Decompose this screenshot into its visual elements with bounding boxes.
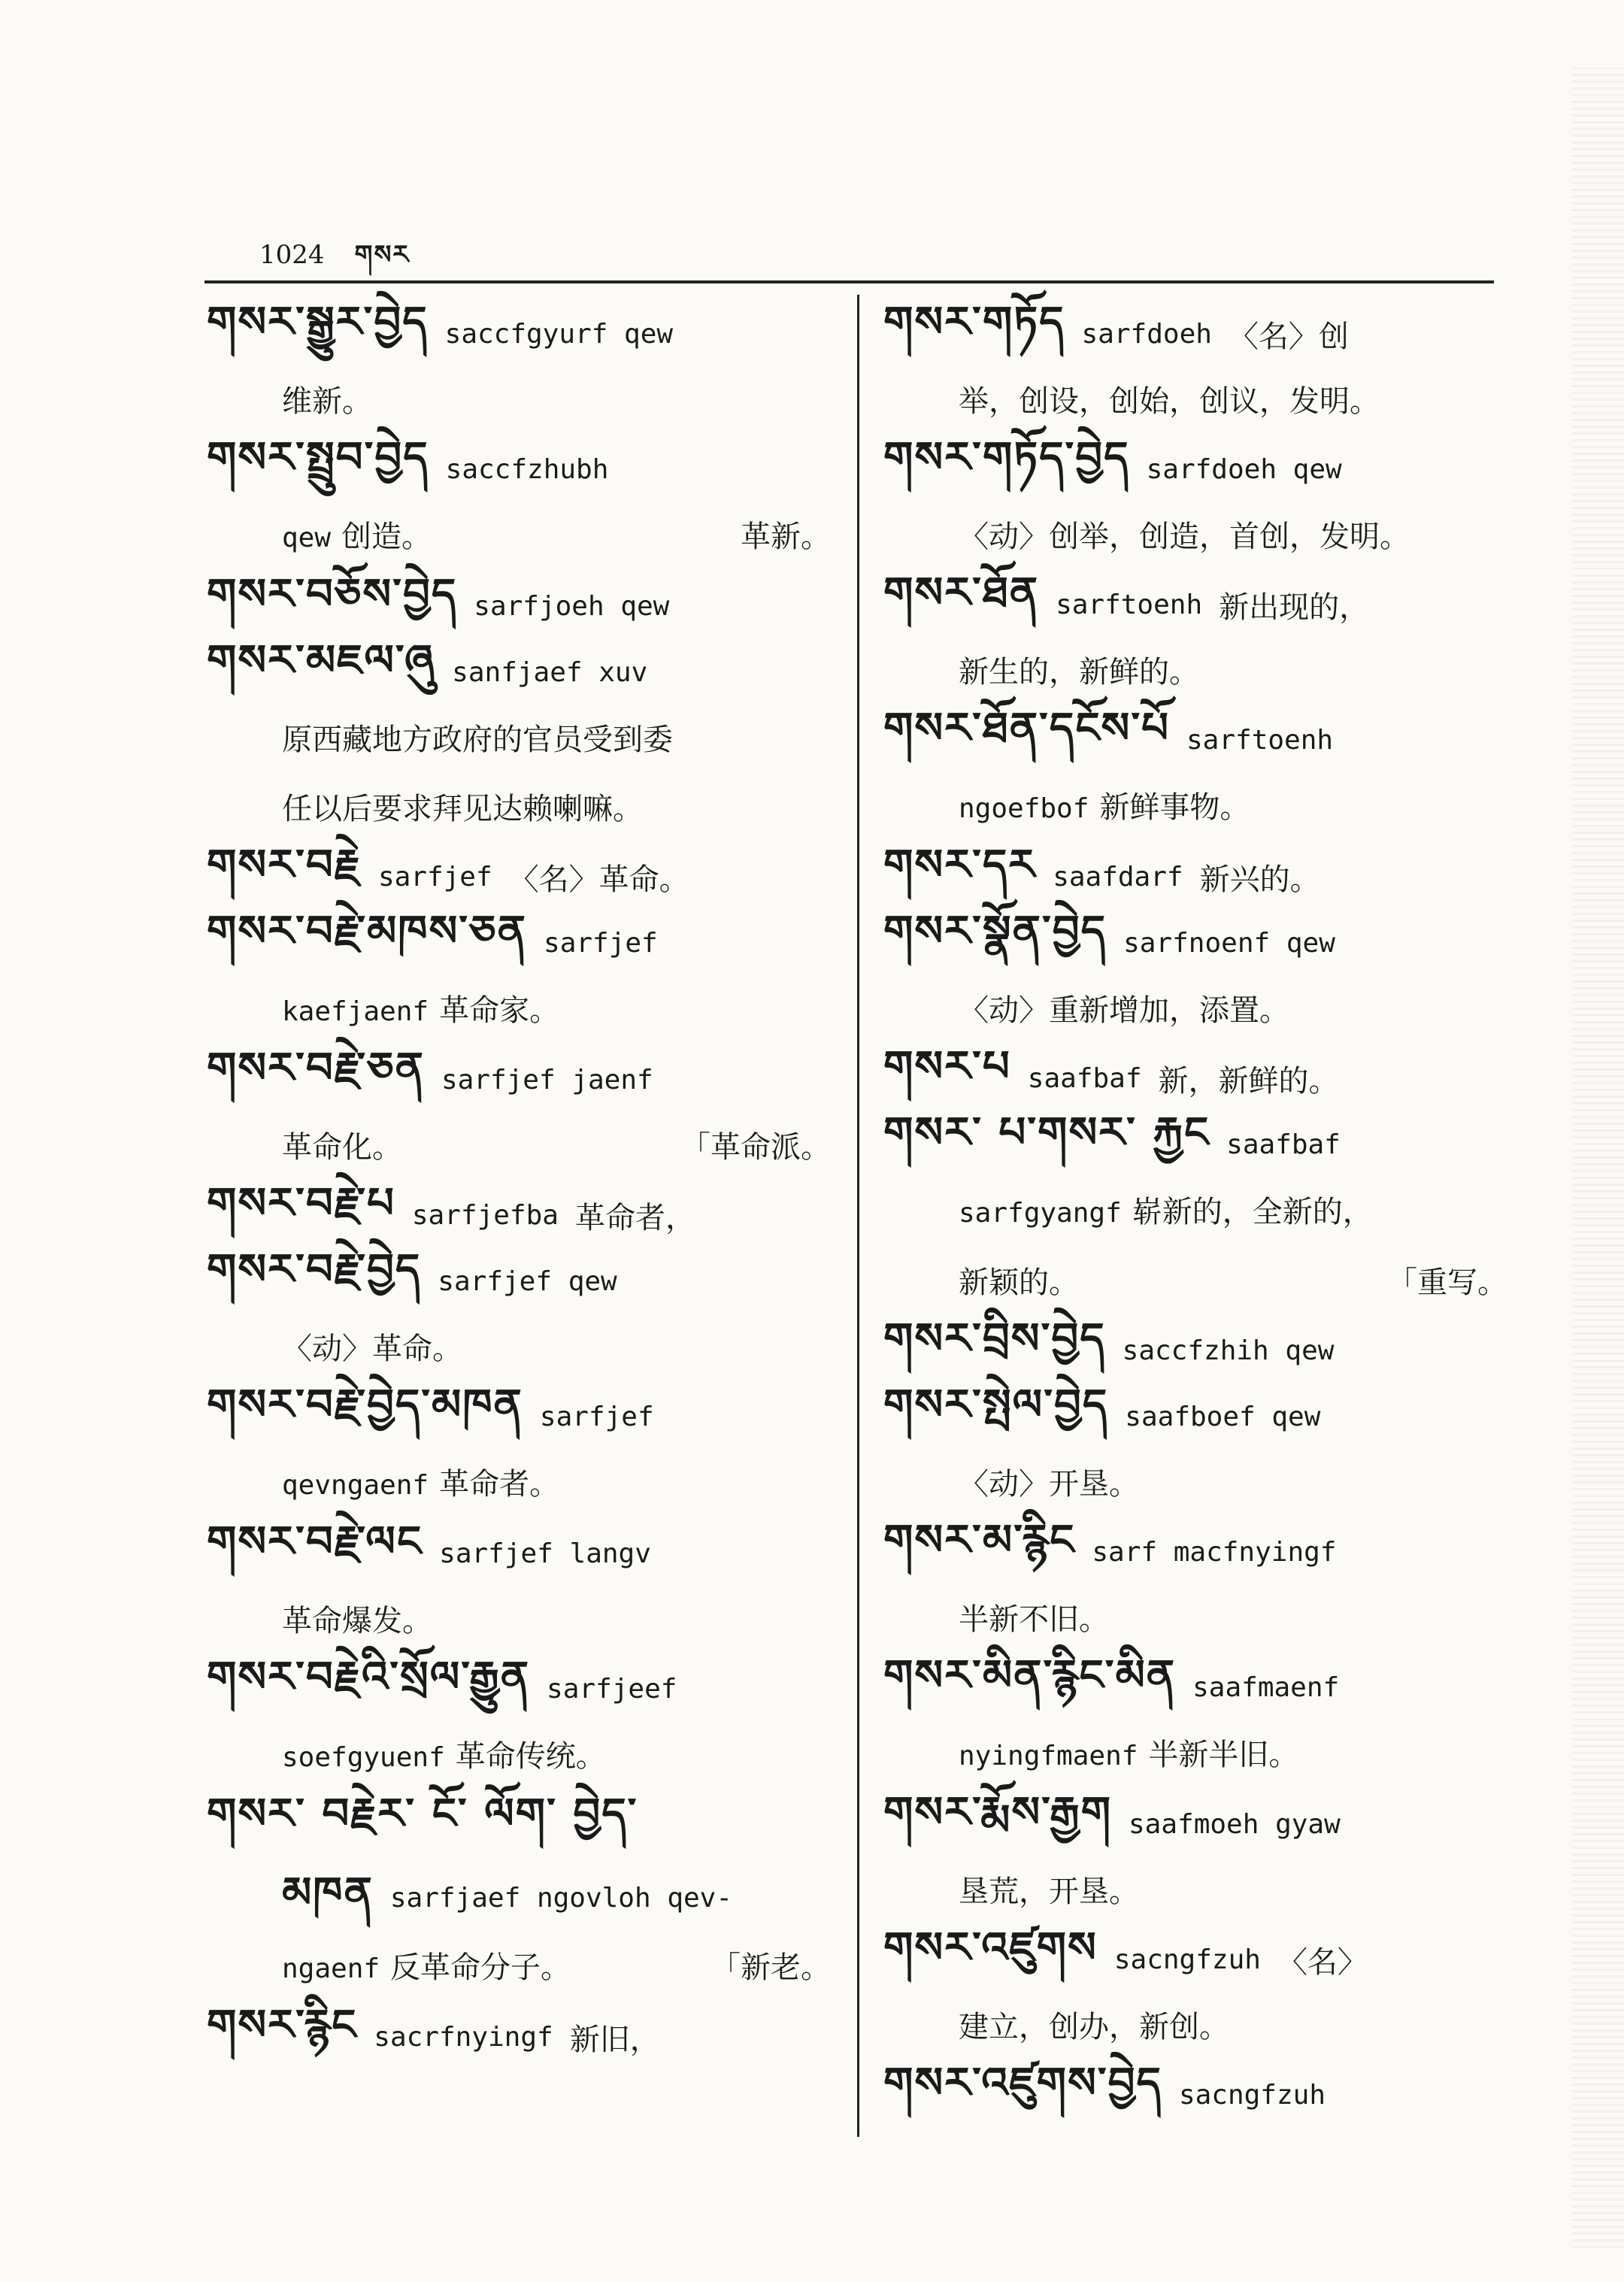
chinese-gloss: 新生的，新鲜的。 (959, 655, 1199, 689)
chinese-gloss: 举，创设，创始，创议，发明。 (959, 384, 1380, 419)
tibetan-headword: གསར་གཏོད (883, 298, 1065, 347)
chinese-gloss: 革命传统。 (455, 1739, 606, 1774)
chinese-gloss: 新鲜事物。 (1099, 790, 1250, 825)
romanization: kaefjaenf (282, 996, 429, 1027)
headword-line (883, 1516, 1507, 1585)
headword-line (883, 1788, 1507, 1857)
dictionary-entry (207, 1790, 831, 2004)
tibetan-headword: གསར་མིན་རྙིང་མིན (883, 1651, 1177, 1700)
romanization: sarfdoeh (1081, 318, 1212, 350)
headword-line (207, 1653, 831, 1722)
tibetan-headword: གསར་སྤེལ་བྱེད (883, 1380, 1109, 1429)
romanization: ngaenf (282, 1953, 380, 1984)
tibetan-headword: གསར་བརྗེ (207, 841, 362, 889)
trailing-gloss: 「重写。 (1387, 1265, 1507, 1300)
chinese-gloss: 建立，创办，新创。 (959, 2010, 1229, 2044)
tibetan-headword: གསར་བརྗེ་མཁས་ཅན (207, 907, 528, 956)
headword-line (883, 704, 1507, 773)
chinese-gloss: 垦荒，开垦。 (959, 1874, 1139, 1909)
headword-line (207, 636, 831, 705)
headword-line (207, 298, 831, 367)
romanization: sanfjaef xuv (452, 656, 648, 688)
romanization: sarfgyangf (959, 1198, 1122, 1229)
tibetan-headword: གསར་བརྗེ་བྱེད་མཁན (207, 1380, 523, 1429)
chinese-gloss: 半新不旧。 (959, 1602, 1109, 1637)
chinese-gloss: 〈动〉创举，创造，首创，发明。 (959, 520, 1410, 554)
headword-line (207, 1790, 831, 1859)
chinese-gloss: 〈名〉革命。 (508, 862, 689, 897)
tibetan-headword: གསར་འཛུགས་བྱེད (883, 2059, 1162, 2108)
chinese-gloss: 革命爆发。 (282, 1604, 432, 1638)
tibetan-headword: གསར་སྒྱུར་བྱེད (207, 298, 429, 347)
romanization: sarfjef jaenf (441, 1064, 653, 1096)
headword-line (883, 1651, 1507, 1720)
chinese-gloss: 革命家。 (439, 993, 560, 1028)
romanization: sarf macfnyingf (1092, 1536, 1337, 1568)
tibetan-headword: གསར་བརྗེའི་སྲོལ་རྒྱུན (207, 1653, 531, 1702)
chinese-gloss: 〈名〉创 (1228, 319, 1349, 354)
dictionary-entry (883, 1108, 1507, 1317)
chinese-gloss: 〈动〉重新增加，添置。 (959, 993, 1289, 1028)
tibetan-headword: གསར་པ (883, 1042, 1011, 1091)
romanization: qew (282, 523, 332, 553)
headword-line (883, 1108, 1507, 1177)
romanization: sarfjef (377, 861, 492, 892)
chinese-gloss: 新出现的， (1219, 589, 1370, 625)
page-edge-shadow (1571, 68, 1624, 2248)
chinese-gloss: 〈动〉革命。 (282, 1332, 462, 1366)
romanization: sacngfzuh (1113, 1944, 1261, 1975)
tibetan-headword: གསར་མཇལ་ཞུ (207, 636, 436, 685)
tibetan-headword: གསར་ བརྗེར་ ངོ་ ལོག་ བྱེད་ (207, 1790, 638, 1838)
headword-line (207, 1245, 831, 1314)
tibetan-headword: གསར་འཛུགས (883, 1923, 1098, 1972)
romanization: saafmaenf (1192, 1671, 1340, 1703)
romanization: saccfzhubh (445, 453, 609, 485)
tibetan-headword: གསར་དར (883, 841, 1037, 889)
romanization: ngoefbof (959, 793, 1089, 824)
romanization: sarfjefba (411, 1199, 559, 1231)
chinese-gloss: 原西藏地方政府的官员受到委 (282, 723, 673, 757)
chinese-gloss: 反革命分子。 (390, 1950, 571, 1985)
romanization: sarfjaef ngovloh qev- (389, 1883, 733, 1914)
romanization: sarfjef (539, 1401, 654, 1432)
tibetan-headword: གསར་བརྗེ་ཅན (207, 1044, 425, 1093)
chinese-gloss: 维新。 (282, 384, 372, 419)
column-divider (857, 295, 859, 2137)
chinese-gloss: 新兴的。 (1199, 862, 1320, 897)
romanization: sacngfzuh (1178, 2079, 1326, 2111)
romanization: sarfjef (544, 927, 658, 959)
headword-line (883, 907, 1507, 976)
romanization: saafbaf (1226, 1129, 1341, 1160)
chinese-gloss: 革命者， (574, 1200, 695, 1235)
headword-line (207, 433, 831, 502)
right-column (883, 298, 1507, 2128)
continuation-line (883, 1177, 1507, 1248)
tibetan-headword: མཁན (282, 1868, 374, 1917)
chinese-gloss: 〈名〉 (1277, 1944, 1368, 1980)
tibetan-headword: གསར་སྣོན་བྱེད (883, 907, 1107, 956)
tibetan-headword: གསར་བརྗེ་བྱེད (207, 1245, 422, 1294)
tibetan-headword: གསར་བྲིས་བྱེད (883, 1314, 1106, 1363)
romanization: sarfjoeh qew (474, 590, 670, 622)
continuation-line (207, 705, 831, 774)
romanization: sarfjef langv (439, 1538, 651, 1569)
headword-line (207, 1380, 831, 1450)
trailing-gloss: 革新。 (741, 520, 831, 554)
romanization: saafmoeh gyaw (1129, 1808, 1341, 1840)
headword-line (207, 907, 831, 976)
headword-line (883, 1923, 1507, 1993)
dictionary-entry (883, 2059, 1507, 2128)
tibetan-headword: གསར་གཏོད་བྱེད (883, 433, 1130, 482)
headword-line (207, 1044, 831, 1113)
chinese-gloss: 〈动〉开垦。 (959, 1467, 1139, 1502)
romanization: saafboef qew (1125, 1401, 1321, 1432)
chinese-gloss: 任以后要求拜见达赖喇嘛。 (282, 792, 643, 826)
chinese-gloss: 新，新鲜的。 (1158, 1063, 1339, 1099)
tibetan-headword: གསར་བརྗེ་ལང (207, 1517, 423, 1566)
romanization: saafdarf (1053, 861, 1183, 892)
running-head: གསར (354, 240, 411, 270)
tibetan-headword: གསར་རྨོས་རྒྱག (883, 1788, 1112, 1837)
romanization: qevngaenf (282, 1470, 429, 1501)
headword-line (883, 568, 1507, 638)
headword-line (883, 1380, 1507, 1450)
tibetan-headword: གསར་ཐོན་དངོས་པོ (883, 704, 1170, 753)
headword-line (207, 2001, 831, 2070)
romanization: sarftoenh (1056, 589, 1203, 620)
romanization: saafbaf (1027, 1062, 1142, 1094)
chinese-gloss: 革命化。 (282, 1130, 402, 1165)
tibetan-headword: གསར་ཐོན (883, 568, 1040, 617)
tibetan-headword: གསར་བཅོས་བྱེད (207, 570, 458, 619)
headword-line (207, 1517, 831, 1586)
romanization: sarfjeef (547, 1673, 677, 1705)
romanization: saccfzhih qew (1122, 1335, 1335, 1366)
romanization: sarfnoenf qew (1123, 927, 1335, 959)
tibetan-headword: གསར་མ་རྙིང (883, 1516, 1076, 1565)
dictionary-entry (207, 2001, 831, 2070)
tibetan-headword: གསར་བརྗེ་པ (207, 1179, 395, 1228)
tibetan-headword: གསར་རྙིང (207, 2001, 358, 2050)
chinese-gloss: 崭新的，全新的， (1132, 1195, 1373, 1229)
headword-line (883, 2059, 1507, 2128)
tibetan-headword: གསར་སྤྲུབ་བྱེད (207, 433, 429, 482)
tibetan-headword: གསར་ པ་གསར་ རྐྱང (883, 1108, 1210, 1157)
chinese-gloss: 半新半旧。 (1148, 1738, 1299, 1772)
left-column (207, 298, 831, 2070)
romanization: sarfdoeh qew (1146, 453, 1342, 485)
romanization: nyingfmaenf (959, 1741, 1138, 1771)
headword-line (883, 433, 1507, 502)
chinese-gloss: 新旧， (569, 2022, 660, 2057)
romanization: sarfjef qew (438, 1265, 617, 1297)
page-number: 1024 (259, 240, 325, 270)
chinese-gloss: 新颖的。 (959, 1265, 1079, 1300)
romanization: sacrfnyingf (374, 2021, 553, 2053)
romanization: soefgyuenf (282, 1742, 445, 1773)
chinese-gloss: 革命者。 (439, 1467, 560, 1502)
romanization: sarftoenh (1186, 724, 1334, 756)
trailing-gloss: 「新老。 (710, 1950, 831, 1985)
dictionary-entry (207, 636, 831, 844)
romanization: saccfgyurf qew (444, 318, 674, 350)
chinese-gloss: 创造。 (341, 520, 432, 554)
continuation-line (207, 1859, 831, 1933)
trailing-gloss: 「革命派。 (680, 1130, 831, 1165)
headword-line (883, 298, 1507, 367)
